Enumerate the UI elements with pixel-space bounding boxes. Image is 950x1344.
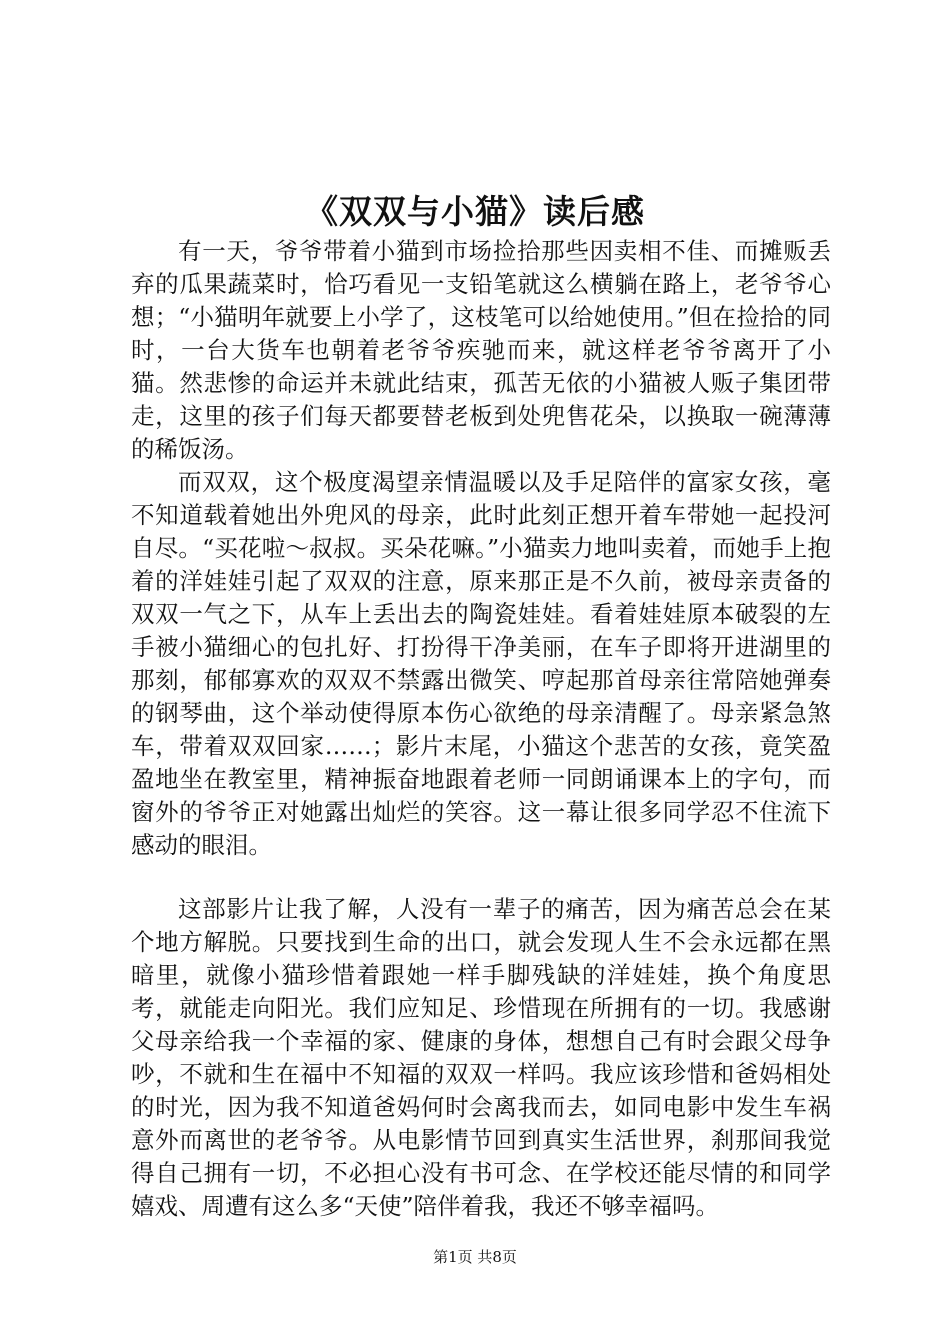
page-number-footer: 第1页 共8页 [433, 1248, 517, 1266]
paragraph-3: 这部影片让我了解，人没有一辈子的痛苦，因为痛苦总会在某个地方解脱。只要找到生命的出口，就会发现人生不会永远都在黑暗里，就像小猫珍惜着跟她一样手脚残缺的洋娃娃，换个角度思考，就能走向阳光。我们应知足、珍惜现在所拥有的一切。我感谢父母亲给我一个幸福的家、健康的身体，想想自己有时会跟父母争吵，不就和生在福中不知福的双双一样吗。我应该珍惜和爸妈相处的时光，因为我不知道爸妈何时会离我而去，如同电影中发生车祸意外而离世的老爷爷。从电影情节回到真实生活世界，刹那间我觉得自己拥有一切，不必担心没有书可念、在学校还能尽情的和同学嬉戏、周遭有这么多“天使”陪伴着我，我还不够幸福吗。 [131, 895, 831, 1220]
paragraph-1: 有一天，爷爷带着小猫到市场捡拾那些因卖相不佳、而摊贩丢弃的瓜果蔬菜时，恰巧看见一支铅笔就这么横躺在路上，老爷爷心想；“小猫明年就要上小学了，这枝笔可以给她使用。”但在捡拾的同时，一台大货车也朝着老爷爷疾驰而来，就这样老爷爷离开了小猫。然悲惨的命运并未就此结束，孤苦无依的小猫被人贩子集团带走，这里的孩子们每天都要替老板到处兜售花朵，以换取一碗薄薄的稀饭汤。 [131, 237, 831, 463]
paragraph-2: 而双双，这个极度渴望亲情温暖以及手足陪伴的富家女孩，毫不知道载着她出外兜风的母亲，此时此刻正想开着车带她一起投河自尽。“买花啦～叔叔。买朵花嘛。”小猫卖力地叫卖着，而她手上抱着的洋娃娃引起了双双的注意，原来那正是不久前，被母亲责备的双双一气之下，从车上丢出去的陶瓷娃娃。看着娃娃原本破裂的左手被小猫细心的包扎好、打扮得干净美丽，在车子即将开进湖里的那刻，郁郁寡欢的双双不禁露出微笑、哼起那首母亲往常陪她弹奏的钢琴曲，这个举动使得原本伤心欲绝的母亲清醒了。母亲紧急煞车，带着双双回家……；影片末尾，小猫这个悲苦的女孩，竟笑盈盈地坐在教室里，精神振奋地跟着老师一同朗诵课本上的字句，而窗外的爷爷正对她露出灿烂的笑容。这一幕让很多同学忍不住流下感动的眼泪。 [131, 468, 831, 859]
document-body [131, 235, 831, 1223]
document-title: 《双双与小猫》读后感 [305, 192, 645, 231]
